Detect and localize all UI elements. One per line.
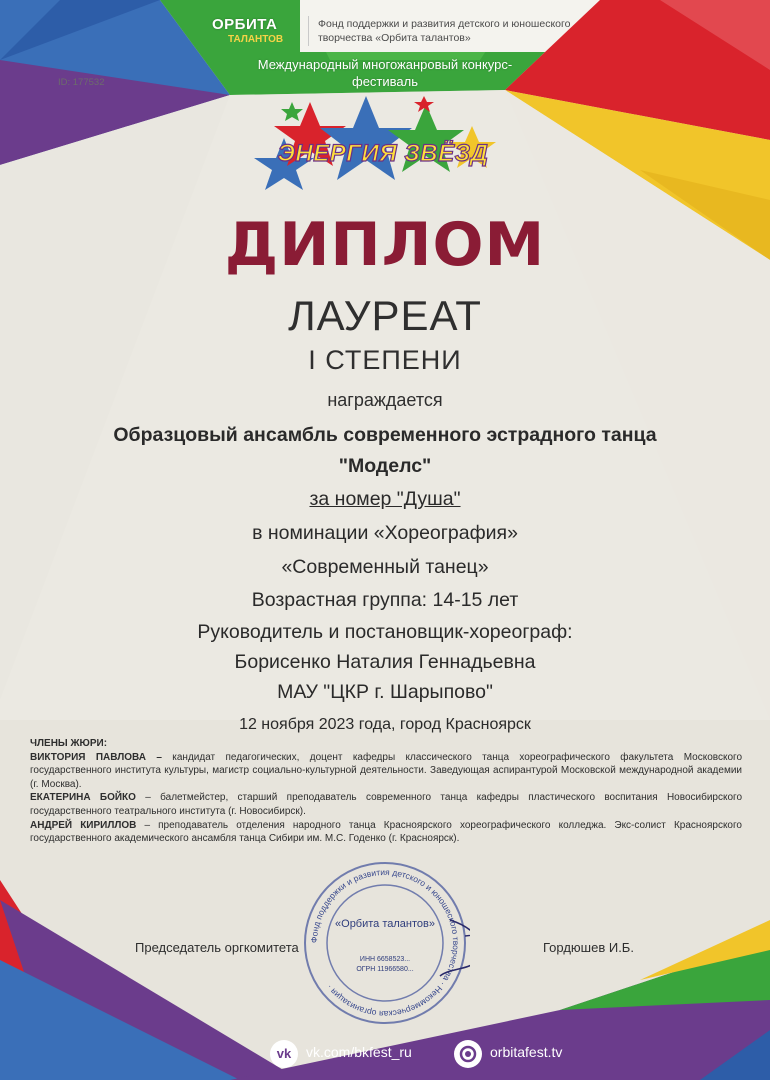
jury-member-bio: – балетмейстер, старший преподаватель современного танца кафедры пластического воспитания Новосибирского государственного театрального института (г. Новосибирск). [30,792,743,817]
diploma-title: ДИПЛОМ [224,210,546,280]
energiya-zvezd-logo [248,96,518,224]
jury-member [30,751,742,792]
degree: I СТЕПЕНИ [308,345,462,375]
jury-member-name: ЕКАТЕРИНА БОЙКО [30,792,136,804]
seal-ring-text: Фонд поддержки и развития детского и юношеского творчества · Некоммерческая организация · [308,866,462,1020]
seal-ogrn: ОГРН 11966580... [356,966,414,973]
document-id: ID: 177532 [58,77,105,88]
awarded-text: награждается [327,390,443,410]
chair-label: Председатель оргкомитета [135,940,299,955]
date-place: 12 ноября 2023 года, город Красноярск [239,716,531,733]
jury-member [30,791,742,818]
festival-type: Международный многожанровый конкурс-фестиваль [257,57,513,89]
performance-number: за номер "Душа" [309,488,461,510]
org-logo-line2: ТАЛАНТОВ [228,34,284,45]
vk-icon[interactable]: vk [270,1040,298,1068]
seal-inn: ИНН 6658523... [359,956,411,963]
header-divider [308,16,309,46]
org-logo-line1: ОРБИТА [212,16,278,33]
seal-icon [300,858,470,1028]
organization-seal [300,858,470,1028]
age-group: Возрастная группа: 14-15 лет [251,589,519,611]
jury-member-bio: – преподаватель отделения народного танца Красноярского хореографического колледжа. Экс-солист Красноярского государственного академического ансамбля танца Сибири им. М.С. Годенко (г. Красноярск). [30,819,742,845]
site-icon[interactable] [454,1040,482,1068]
jury-section [30,737,742,846]
ensemble-title: "Моделс" [338,455,432,477]
seal-center-text: «Орбита талантов» [335,918,435,930]
leader-name: Борисенко Наталия Геннадьевна [234,651,536,673]
nomination: в номинации «Хореография» [252,522,518,544]
orbita-talantov-logo [208,14,300,48]
jury-member [30,819,742,846]
ensemble-name: Образцовый ансамбль современного эстрадного танца [113,424,657,446]
jury-heading: ЧЛЕНЫ ЖЮРИ: [30,738,108,749]
jury-member-name: АНДРЕЙ КИРИЛЛОВ [30,819,137,831]
site-link[interactable]: orbitafest.tv [490,1044,563,1060]
leader-role: Руководитель и постановщик-хореограф: [197,621,573,643]
festival-logo-text: ЭНЕРГИЯ ЗВЁЗД [277,140,489,167]
category: «Современный танец» [281,556,489,578]
institution: МАУ "ЦКР г. Шарыпово" [277,681,493,703]
svg-text:Фонд поддержки и развития детс [309,867,461,1019]
laureate-title: ЛАУРЕАТ [288,292,482,339]
jury-member-bio: кандидат педагогических, доцент кафедры классического танца хореографического факультета Московского государственного института культуры, магистр социально-культурной деятельности. Заведующая аспирантурой Московской международной академии (г. Москва). [30,751,743,790]
jury-member-name: ВИКТОРИЯ ПАВЛОВА – [30,751,162,763]
chair-name: Гордюшев И.Б. [543,940,634,955]
org-description: Фонд поддержки и развития детского и юношеского творчества «Орбита талантов» [318,18,571,44]
vk-link[interactable]: vk.com/bkfest_ru [306,1044,412,1060]
